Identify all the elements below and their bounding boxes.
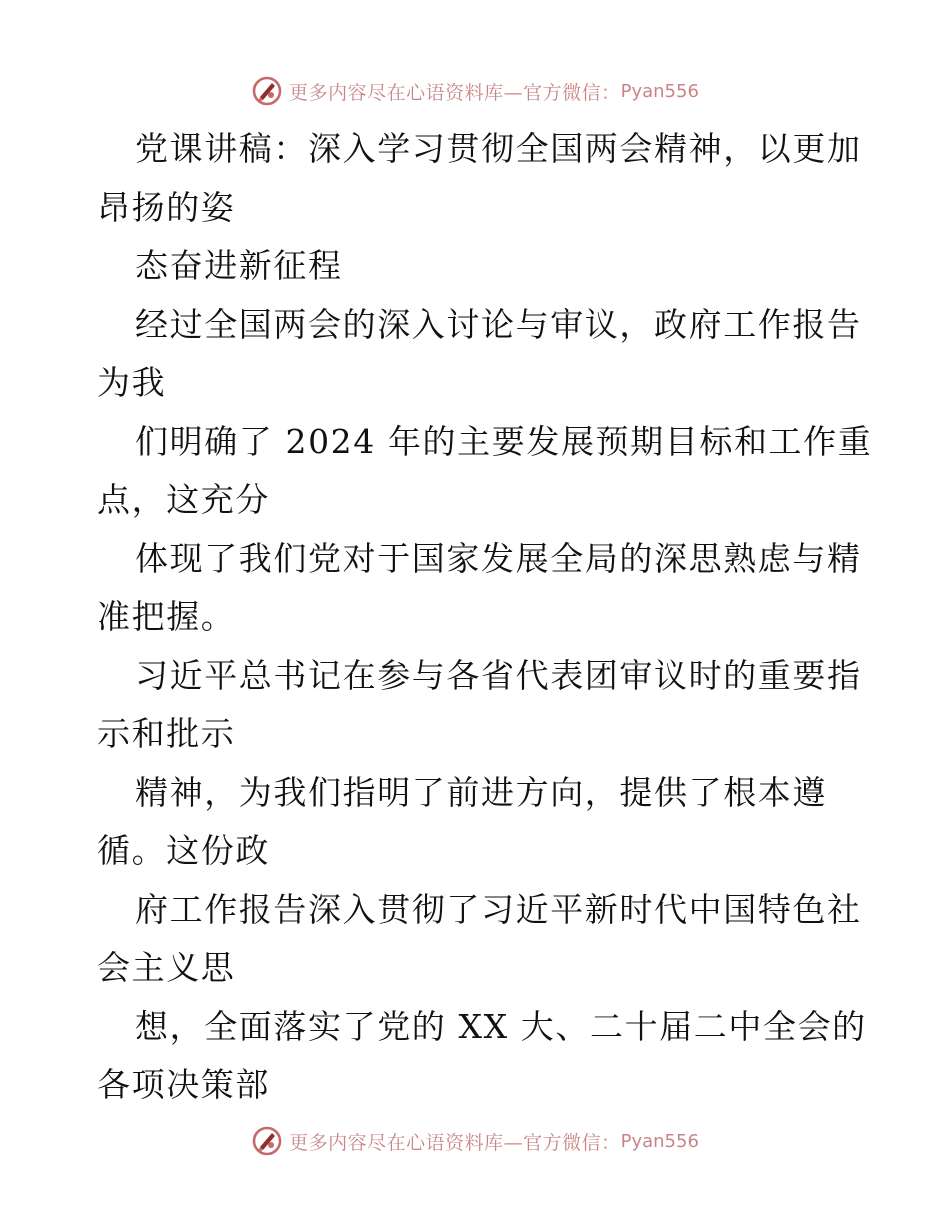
text-line: 习近平总书记在参与各省代表团审议时的重要指 xyxy=(135,655,862,695)
text-line: 府工作报告深入贯彻了习近平新时代中国特色社 xyxy=(135,889,862,929)
brand-logo-icon xyxy=(251,75,283,107)
watermark-wechat-id: Pyan556 xyxy=(620,80,699,102)
brand-logo-icon xyxy=(251,1125,283,1157)
watermark-text: 更多内容尽在心语资料库—官方微信： xyxy=(289,81,621,104)
text-line: 示和批示 xyxy=(97,714,236,753)
text-line: 为我 xyxy=(97,363,167,402)
text-line: 想，全面落实了党的 XX 大、二十届二中全会的 xyxy=(135,1006,867,1046)
watermark-text: 更多内容尽在心语资料库—官方微信： xyxy=(289,1131,621,1154)
footer-watermark xyxy=(0,1121,950,1161)
text-line: 们明确了 2024 年的主要发展预期目标和工作重 xyxy=(135,421,873,461)
text-line: 点，这充分 xyxy=(97,480,270,519)
text-line: 循。这份政 xyxy=(97,831,270,870)
text-line: 经过全国两会的深入讨论与审议，政府工作报告 xyxy=(135,304,862,344)
text-line: 体现了我们党对于国家发展全局的深思熟虑与精 xyxy=(135,538,862,578)
text-line: 会主义思 xyxy=(97,948,236,987)
text-line: 党课讲稿：深入学习贯彻全国两会精神，以更加 xyxy=(135,129,862,168)
text-line: 各项决策部 xyxy=(97,1065,270,1104)
text-line: 精神，为我们指明了前进方向，提供了根本遵 xyxy=(135,772,827,812)
document-body xyxy=(97,120,873,1115)
text-line: 态奋进新征程 xyxy=(135,246,343,285)
watermark-wechat-id: Pyan556 xyxy=(620,1130,699,1152)
header-watermark xyxy=(0,71,950,111)
text-line: 昂扬的姿 xyxy=(97,187,236,227)
text-line: 准把握。 xyxy=(97,597,236,636)
